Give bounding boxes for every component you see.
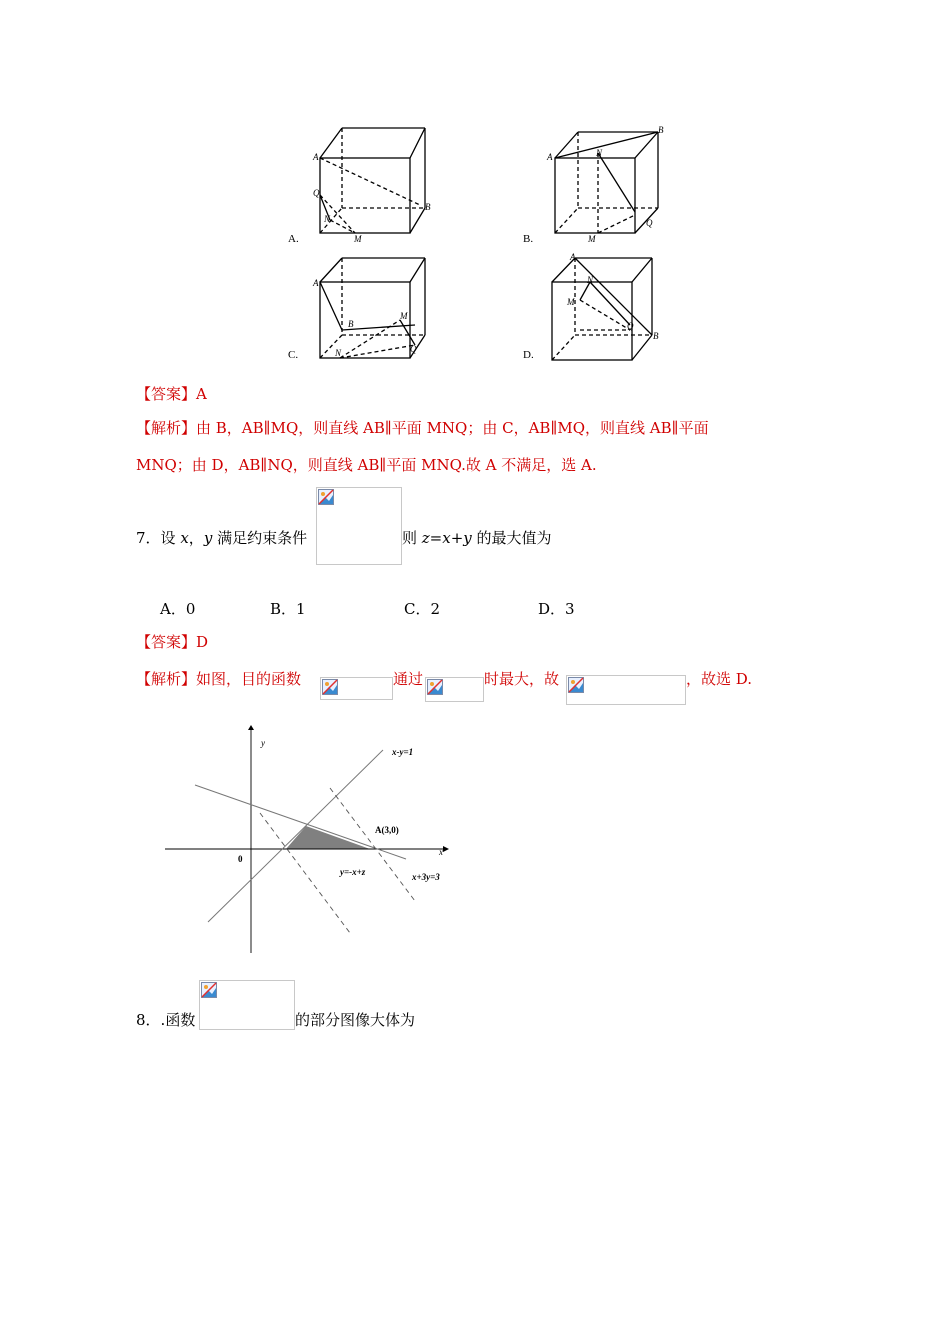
stem-text: 则 [402,529,422,547]
var-y: y [203,529,213,547]
label-a: A [547,152,553,162]
origin-label: 0 [238,854,243,864]
option-value: 3 [565,600,575,618]
label-n: N [596,148,603,158]
label-q: Q [410,344,417,354]
analysis-text: 通过 [393,670,424,688]
cube-b [555,132,658,233]
option-value: 2 [430,600,441,618]
label-m: M [400,311,408,321]
label-n: N [324,214,331,224]
line2-label: x+3y=3 [412,872,440,882]
q6-answer [136,384,207,404]
formula-image [566,675,686,705]
label-m: M [588,234,596,244]
option-d-label: D. [523,349,534,361]
label-b: B [425,202,431,212]
var-x: x [180,529,189,547]
q7-stem [136,528,307,548]
q7-analysis-mid2 [484,669,559,689]
broken-image-icon [322,679,338,695]
option-value: 0 [185,600,196,618]
q7-option-a [160,599,195,619]
q7-stem-tail [402,528,552,548]
cube-figure-svg [280,120,680,370]
q7-analysis-end [686,669,752,689]
function-image [199,980,295,1030]
x-axis-arrow-icon [443,846,449,852]
analysis-tag: 【解析】 [136,419,197,437]
line1-label: x-y=1 [392,747,414,757]
analysis-text: MNQ；由 D，AB∥NQ，则直线 AB∥平面 MNQ.故 A 不满足，选 A. [136,456,597,474]
label-b: B [348,319,354,329]
objective-label: y=-x+z [340,867,366,877]
formula-image [320,677,393,700]
q6-analysis-line2 [136,455,597,475]
label-q: Q [646,218,653,228]
answer-tag: 【答案】 [136,385,197,403]
q7-option-d [538,599,575,619]
answer-tag: 【答案】 [136,633,197,651]
broken-image-icon [427,679,443,695]
answer-value: D [196,633,209,651]
q7-answer [136,632,208,652]
line-x-minus-y [208,750,383,922]
cube-a [320,128,425,233]
constraint-image [316,487,402,565]
stem-text: .函数 [160,1011,196,1029]
question-number: 8． [136,1011,161,1029]
q8-stem [136,1010,195,1030]
label-q: Q [313,188,320,198]
label-a: A [313,152,319,162]
feasible-region-graph [160,725,460,955]
q8-stem-tail [295,1010,415,1030]
cube-figures [280,120,680,370]
analysis-text: 时最大，故 [484,670,560,688]
feasible-region [286,826,370,849]
option-label: C． [404,600,431,618]
q7-analysis [136,669,301,689]
option-label: A． [160,600,186,618]
q6-analysis-line1 [136,418,709,438]
analysis-tag: 【解析】 [136,670,197,688]
broken-image-icon [318,489,334,505]
stem-text: 的部分图像大体为 [295,1011,416,1029]
label-m: M [567,297,575,307]
broken-image-icon [201,982,217,998]
objective-function: z=x+y [421,529,472,547]
cube-d [552,258,652,360]
option-c-label: C. [288,349,299,361]
label-b: B [653,331,659,341]
label-n: N [335,348,342,358]
q7-option-c [404,599,440,619]
point-label: A(3,0) [375,825,399,835]
stem-text: 的最大值为 [471,529,552,547]
graph-svg [160,725,460,955]
stem-text: 满足约束条件 [212,529,308,547]
cube-c [320,258,425,358]
option-b-label: B. [523,233,534,245]
option-label: D． [538,600,566,618]
analysis-text: ，故选 D. [686,670,753,688]
label-a: A [313,278,319,288]
formula-image [425,677,484,702]
option-label: B． [270,600,297,618]
q7-analysis-mid1 [393,669,423,689]
y-axis-arrow-icon [248,725,254,730]
y-axis-label: y [261,738,265,748]
question-number: 7． [136,529,161,547]
label-a: A [570,252,576,262]
label-q: Q [627,321,634,331]
label-m: M [354,234,362,244]
stem-comma: ， [188,529,204,547]
analysis-text: 由 B，AB∥MQ，则直线 AB∥平面 MNQ；由 C，AB∥MQ，则直线 AB∥平面 [196,419,709,437]
q7-option-b [270,599,306,619]
stem-text: 设 [160,529,181,547]
label-b: B [658,125,664,135]
answer-value: A [196,385,207,403]
x-axis-label: x [439,847,443,857]
option-a-label: A. [288,233,299,245]
option-value: 1 [296,600,306,618]
broken-image-icon [568,677,584,693]
analysis-text: 如图，目的函数 [196,670,302,688]
label-n: N [587,275,594,285]
